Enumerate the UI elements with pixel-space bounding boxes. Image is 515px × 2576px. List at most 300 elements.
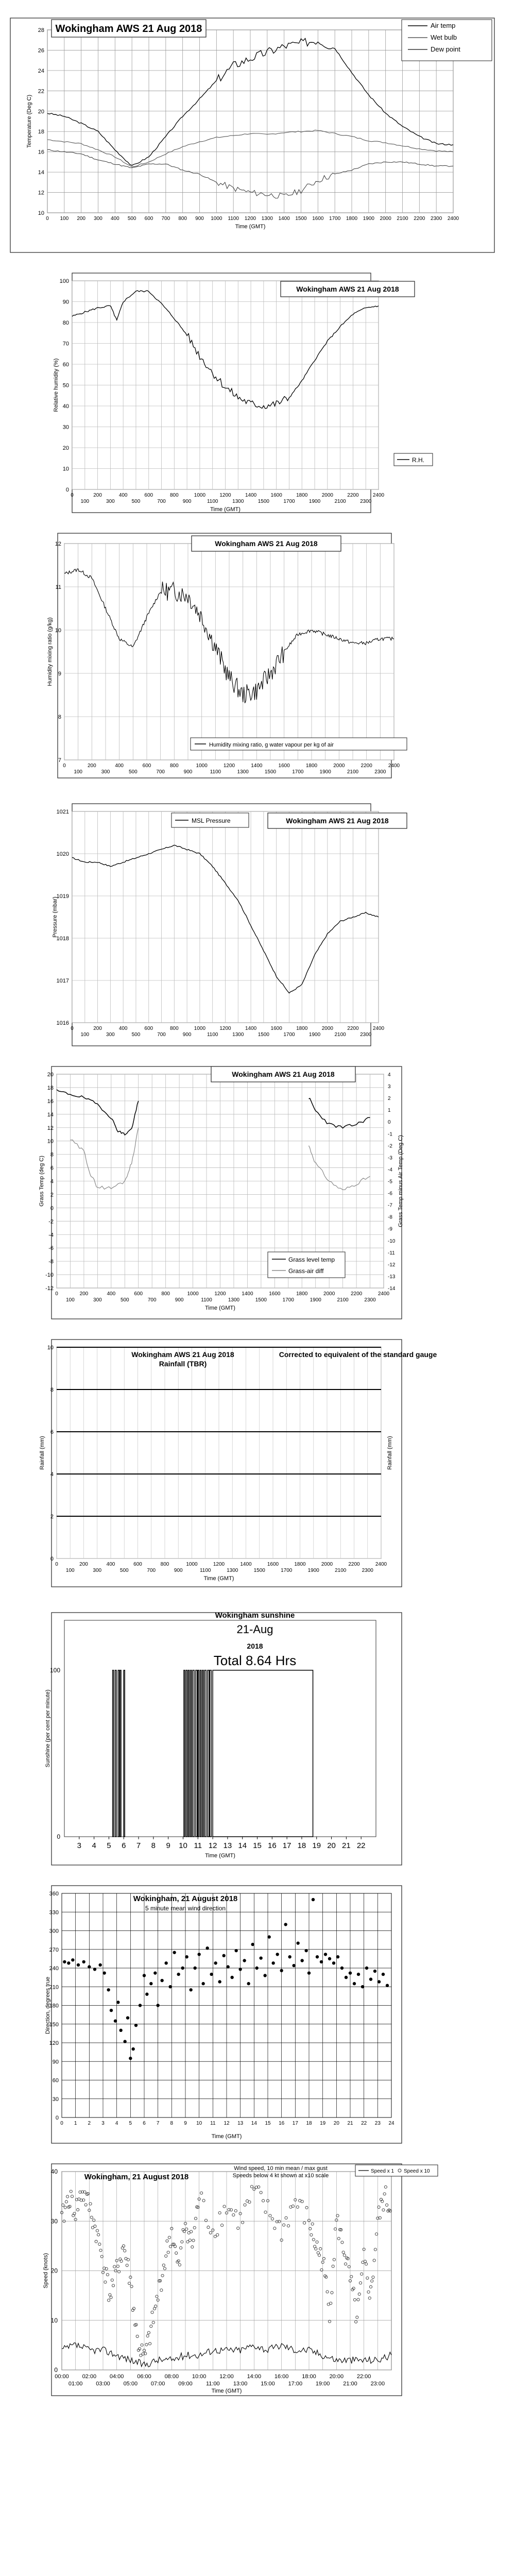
x-tick-label: 13 bbox=[223, 1841, 232, 1850]
x-tick-label: 10 bbox=[179, 1841, 187, 1850]
x-tick-label: 100 bbox=[80, 1032, 90, 1038]
x-tick-label: 1900 bbox=[363, 216, 374, 222]
x-tick-label: 700 bbox=[147, 1568, 156, 1573]
chart-subtitle: Rainfall (TBR) bbox=[159, 1360, 207, 1368]
wind-direction-point bbox=[177, 1973, 180, 1976]
wind-direction-point bbox=[131, 2047, 134, 2050]
x-tick-label: 600 bbox=[134, 1291, 143, 1297]
x-tick-label: 11:00 bbox=[205, 2381, 220, 2387]
x-tick-label: 2200 bbox=[350, 1291, 363, 1297]
wind-direction-point bbox=[181, 1967, 184, 1970]
x-tick-label: 2100 bbox=[334, 1032, 346, 1038]
x-tick-label: 22 bbox=[356, 1841, 366, 1850]
chart-title: Wokingham AWS 21 Aug 2018 bbox=[232, 1070, 335, 1078]
x-tick-label: 700 bbox=[157, 499, 166, 504]
y-axis-label: Relative humidity (%) bbox=[53, 358, 59, 412]
rainfall-chart bbox=[0, 1334, 515, 1597]
wind-direction-point bbox=[304, 1949, 307, 1952]
x-tick-label: 100 bbox=[60, 216, 69, 222]
y-tick-label: 12 bbox=[55, 541, 61, 547]
x-tick-label: 7 bbox=[136, 1841, 141, 1850]
wind-direction-point bbox=[129, 2057, 132, 2060]
x-tick-label: 600 bbox=[133, 1562, 142, 1567]
x-tick-label: 1500 bbox=[258, 1032, 269, 1038]
y-tick-label: 0 bbox=[54, 2366, 58, 2374]
x-tick-label: 9 bbox=[184, 2121, 187, 2126]
x-tick-label: 600 bbox=[144, 493, 153, 498]
y-tick-label: 90 bbox=[62, 299, 69, 306]
x-tick-label: 21:00 bbox=[343, 2381, 357, 2387]
x-tick-label: 2000 bbox=[323, 1291, 335, 1297]
y-tick-label: 180 bbox=[49, 2003, 59, 2009]
wind-direction-point bbox=[67, 1961, 70, 1964]
wind-direction-point bbox=[218, 1980, 221, 1983]
x-tick-label: 900 bbox=[183, 769, 193, 775]
x-tick-label: 600 bbox=[142, 763, 151, 769]
chart-title: Wokingham AWS 21 Aug 2018 bbox=[55, 23, 202, 35]
y-tick-label: 60 bbox=[52, 2077, 59, 2084]
wind-direction-point bbox=[284, 1923, 287, 1926]
x-axis-label: Time (GMT) bbox=[235, 224, 266, 230]
wind-direction-point bbox=[116, 2001, 119, 2004]
wind-direction-chart bbox=[0, 1880, 515, 2154]
wind-direction-point bbox=[349, 1971, 352, 1974]
wind-direction-point bbox=[139, 2004, 142, 2007]
x-tick-label: 1300 bbox=[237, 769, 249, 775]
wind-direction-point bbox=[123, 2040, 126, 2043]
x-tick-label: 800 bbox=[169, 493, 179, 498]
x-tick-label: 1800 bbox=[305, 763, 318, 769]
chart-title: Wokingham sunshine bbox=[215, 1611, 295, 1620]
wind-direction-point bbox=[353, 1982, 356, 1985]
x-tick-label: 19 bbox=[312, 1841, 321, 1850]
y-tick-label: 1020 bbox=[56, 851, 69, 857]
wind-direction-point bbox=[296, 1941, 299, 1944]
y-tick-label: 30 bbox=[52, 2096, 59, 2103]
x-tick-label: 1000 bbox=[211, 216, 222, 222]
x-tick-label: 1100 bbox=[228, 216, 239, 222]
x-axis-label: Time (GMT) bbox=[211, 2388, 242, 2394]
x-tick-label: 0 bbox=[55, 1291, 58, 1297]
legend-label: Dew point bbox=[431, 45, 460, 53]
x-tick-label: 800 bbox=[161, 1291, 170, 1297]
y-tick-label: 4 bbox=[50, 1178, 54, 1185]
y-tick-label: 30 bbox=[50, 2217, 58, 2225]
x-tick-label: 1400 bbox=[245, 493, 257, 498]
sunshine-chart bbox=[0, 1607, 515, 1875]
legend-label: Speed x 1 bbox=[371, 2168, 394, 2174]
x-tick-label: 15:00 bbox=[261, 2381, 275, 2387]
x-tick-label: 2300 bbox=[374, 769, 386, 775]
y-tick-label: 14 bbox=[38, 170, 44, 176]
x-tick-label: 300 bbox=[93, 1568, 102, 1573]
x-tick-label: 900 bbox=[182, 1032, 192, 1038]
y-tick-label: 150 bbox=[49, 2021, 59, 2028]
y-tick-label: 120 bbox=[49, 2040, 59, 2046]
x-tick-label: 1100 bbox=[199, 1568, 211, 1573]
x-tick-label: 2100 bbox=[334, 499, 346, 504]
x-tick-label: 1200 bbox=[214, 1291, 226, 1297]
legend-label: Air temp bbox=[431, 22, 456, 29]
wind-direction-point bbox=[251, 1943, 254, 1946]
wind-direction-point bbox=[340, 1967, 344, 1970]
y-tick-label: 6 bbox=[50, 1165, 54, 1172]
y-tick-label: -6 bbox=[48, 1245, 54, 1252]
chart-legend bbox=[191, 738, 407, 750]
x-tick-label: 1800 bbox=[296, 493, 308, 498]
x-tick-label: 22 bbox=[361, 2121, 367, 2126]
x-tick-label: 500 bbox=[127, 216, 136, 222]
y-tick-label: 8 bbox=[58, 714, 61, 720]
wind-direction-point bbox=[307, 1971, 311, 1974]
x-tick-label: 00:00 bbox=[55, 2374, 69, 2380]
y-tick-label: 18 bbox=[38, 129, 44, 135]
wind-direction-point bbox=[119, 2029, 122, 2032]
chart-title: Wokingham AWS 21 Aug 2018 bbox=[286, 816, 389, 825]
x-tick-label: 1200 bbox=[223, 763, 235, 769]
x-tick-label: 18:00 bbox=[302, 2374, 316, 2380]
x-tick-label: 19:00 bbox=[315, 2381, 330, 2387]
x-tick-label: 1600 bbox=[270, 493, 282, 498]
x-tick-label: 300 bbox=[93, 1297, 102, 1303]
x-tick-label: 1000 bbox=[194, 493, 206, 498]
x-tick-label: 18 bbox=[297, 1841, 306, 1850]
wind-direction-point bbox=[102, 1971, 106, 1974]
wind-direction-point bbox=[292, 1964, 295, 1967]
x-tick-label: 2200 bbox=[347, 1026, 359, 1031]
y-tick-label: -12 bbox=[45, 1285, 54, 1292]
wind-direction-point bbox=[145, 1993, 148, 1996]
y2-tick-label: -6 bbox=[388, 1191, 392, 1197]
x-tick-label: 1700 bbox=[283, 1032, 295, 1038]
y-tick-label: 14 bbox=[47, 1111, 54, 1118]
x-tick-label: 200 bbox=[87, 763, 96, 769]
y2-tick-label: -11 bbox=[388, 1250, 395, 1256]
wind-direction-point bbox=[173, 1951, 176, 1954]
y2-tick-label: 4 bbox=[388, 1072, 391, 1078]
wind-direction-point bbox=[238, 1968, 242, 1971]
x-tick-label: 13 bbox=[237, 2121, 244, 2126]
wind-direction-point bbox=[345, 1976, 348, 1979]
wind-direction-point bbox=[88, 1965, 91, 1968]
wind-direction-point bbox=[71, 1958, 74, 1961]
x-tick-label: 14 bbox=[238, 1841, 247, 1850]
wind-direction-point bbox=[226, 1965, 229, 1968]
x-tick-label: 3 bbox=[101, 2121, 105, 2126]
chart-subtitle: Wind speed, 10 min mean / max gust bbox=[234, 2165, 328, 2172]
y-tick-label: 22 bbox=[38, 88, 44, 95]
x-tick-label: 1100 bbox=[210, 769, 221, 775]
wind-direction-point bbox=[288, 1955, 291, 1958]
x-tick-label: 1600 bbox=[278, 763, 290, 769]
x-tick-label: 800 bbox=[160, 1562, 169, 1567]
y2-tick-label: -3 bbox=[388, 1155, 392, 1161]
x-tick-label: 2400 bbox=[388, 763, 400, 769]
x-tick-label: 1 bbox=[74, 2121, 77, 2126]
y-tick-label: 0 bbox=[50, 1556, 54, 1562]
x-tick-label: 02:00 bbox=[82, 2374, 97, 2380]
wind-direction-point bbox=[357, 1973, 360, 1976]
x-tick-label: 20 bbox=[327, 1841, 336, 1850]
y-tick-label: 1021 bbox=[56, 809, 69, 815]
x-tick-label: 0 bbox=[60, 2121, 63, 2126]
x-tick-label: 2100 bbox=[335, 1568, 347, 1573]
y2-tick-label: -4 bbox=[388, 1167, 392, 1173]
wind-direction-point bbox=[373, 1970, 376, 1973]
wind-direction-point bbox=[324, 1953, 327, 1956]
x-tick-label: 2400 bbox=[372, 493, 385, 498]
wind-direction-point bbox=[263, 1974, 266, 1977]
x-tick-label: 2300 bbox=[364, 1297, 376, 1303]
msl-pressure-chart bbox=[0, 799, 515, 1056]
x-tick-label: 7 bbox=[156, 2121, 160, 2126]
y-tick-label: 100 bbox=[49, 1666, 60, 1674]
x-tick-label: 900 bbox=[182, 499, 192, 504]
wind-direction-point bbox=[126, 2016, 129, 2019]
chart-frame bbox=[52, 1066, 402, 1319]
x-tick-label: 200 bbox=[77, 216, 86, 222]
y-tick-label: 12 bbox=[38, 190, 44, 196]
x-tick-label: 1900 bbox=[307, 1568, 319, 1573]
y-tick-label: 270 bbox=[49, 1946, 59, 1953]
x-tick-label: 1400 bbox=[242, 1291, 253, 1297]
x-tick-label: 100 bbox=[80, 499, 90, 504]
x-tick-label: 1500 bbox=[255, 1297, 267, 1303]
y-tick-label: 2 bbox=[50, 1192, 54, 1198]
x-tick-label: 600 bbox=[144, 216, 153, 222]
x-tick-label: 1700 bbox=[329, 216, 341, 222]
x-tick-label: 20:00 bbox=[329, 2374, 344, 2380]
x-tick-label: 0 bbox=[46, 216, 49, 222]
x-tick-label: 9 bbox=[166, 1841, 170, 1850]
x-tick-label: 2000 bbox=[321, 1026, 333, 1031]
x-tick-label: 500 bbox=[119, 1568, 129, 1573]
y-tick-label: 10 bbox=[47, 1138, 54, 1145]
x-tick-label: 14 bbox=[251, 2121, 257, 2126]
x-axis-label: Time (GMT) bbox=[205, 1853, 235, 1859]
wind-direction-point bbox=[107, 1988, 110, 1991]
y-axis-label: Temperature (Deg C) bbox=[26, 94, 32, 148]
y2-tick-label: 0 bbox=[388, 1120, 391, 1126]
x-tick-label: 21 bbox=[342, 1841, 351, 1850]
x-tick-label: 400 bbox=[107, 1291, 116, 1297]
x-tick-label: 2300 bbox=[360, 1032, 372, 1038]
wind-direction-point bbox=[153, 1971, 157, 1974]
y2-tick-label: 1 bbox=[388, 1108, 391, 1114]
x-tick-label: 1900 bbox=[319, 769, 331, 775]
x-tick-label: 1000 bbox=[196, 763, 208, 769]
x-tick-label: 16 bbox=[279, 2121, 285, 2126]
wind-direction-point bbox=[214, 1961, 217, 1964]
x-tick-label: 100 bbox=[66, 1297, 75, 1303]
x-tick-label: 2400 bbox=[447, 216, 459, 222]
y2-tick-label: -14 bbox=[388, 1286, 396, 1292]
y2-tick-label: -9 bbox=[388, 1226, 392, 1232]
y-axis-label: Speed (knots) bbox=[43, 2253, 49, 2289]
x-tick-label: 400 bbox=[110, 216, 119, 222]
x-tick-label: 2 bbox=[88, 2121, 91, 2126]
y-tick-label: 360 bbox=[49, 1891, 59, 1897]
x-tick-label: 400 bbox=[118, 1026, 128, 1031]
x-axis-label: Time (GMT) bbox=[203, 1575, 234, 1582]
x-tick-label: 1000 bbox=[186, 1562, 198, 1567]
y-tick-label: 90 bbox=[52, 2059, 59, 2065]
chart-title: Wokingham AWS 21 Aug 2018 bbox=[131, 1350, 234, 1359]
y-tick-label: 10 bbox=[47, 1345, 54, 1351]
x-tick-label: 03:00 bbox=[96, 2381, 110, 2387]
x-tick-label: 18 bbox=[306, 2121, 312, 2126]
wind-direction-point bbox=[316, 1955, 319, 1958]
wind-direction-point bbox=[134, 2024, 138, 2027]
x-tick-label: 22:00 bbox=[356, 2374, 371, 2380]
wind-direction-point bbox=[210, 1973, 213, 1976]
y-tick-label: 11 bbox=[55, 584, 61, 590]
y2-tick-label: -13 bbox=[388, 1274, 396, 1280]
x-tick-label: 10 bbox=[196, 2121, 202, 2126]
x-tick-label: 05:00 bbox=[123, 2381, 138, 2387]
x-tick-label: 200 bbox=[93, 1026, 102, 1031]
x-tick-label: 2300 bbox=[362, 1568, 373, 1573]
chart-legend bbox=[355, 2165, 438, 2176]
x-tick-label: 2200 bbox=[348, 1562, 360, 1567]
y-tick-label: 80 bbox=[62, 320, 69, 326]
y-tick-label: 240 bbox=[49, 1965, 59, 1972]
x-tick-label: 8 bbox=[151, 1841, 156, 1850]
x-tick-label: 500 bbox=[131, 499, 141, 504]
y2-tick-label: -8 bbox=[388, 1214, 392, 1221]
x-tick-label: 1500 bbox=[253, 1568, 265, 1573]
relative-humidity-chart bbox=[0, 268, 515, 520]
x-tick-label: 17:00 bbox=[288, 2381, 303, 2387]
y-tick-label: 70 bbox=[62, 341, 69, 347]
x-tick-label: 15 bbox=[265, 2121, 271, 2126]
x-tick-label: 1600 bbox=[270, 1026, 282, 1031]
y-axis-label: Pressure (mbar) bbox=[52, 896, 58, 938]
x-tick-label: 300 bbox=[94, 216, 102, 222]
x-tick-label: 6 bbox=[143, 2121, 146, 2126]
x-tick-label: 1400 bbox=[245, 1026, 257, 1031]
x-tick-label: 900 bbox=[195, 216, 204, 222]
legend-label: R.H. bbox=[412, 456, 424, 464]
x-tick-label: 900 bbox=[175, 1297, 184, 1303]
y-tick-label: 210 bbox=[49, 1984, 59, 1991]
y-tick-label: 24 bbox=[38, 67, 44, 74]
y-tick-label: 0 bbox=[57, 1833, 60, 1840]
x-tick-label: 1500 bbox=[295, 216, 307, 222]
x-tick-label: 1800 bbox=[294, 1562, 306, 1567]
x-tick-label: 1900 bbox=[310, 1297, 321, 1303]
wind-direction-point bbox=[193, 1967, 196, 1970]
x-tick-label: 400 bbox=[118, 493, 128, 498]
wind-direction-point bbox=[328, 1957, 331, 1960]
x-tick-label: 600 bbox=[144, 1026, 153, 1031]
wind-direction-point bbox=[149, 1982, 152, 1985]
y-tick-label: 8 bbox=[50, 1387, 54, 1393]
chart-legend bbox=[402, 20, 492, 61]
x-tick-label: 1900 bbox=[308, 499, 321, 504]
legend-label: Grass level temp bbox=[288, 1256, 335, 1263]
x-tick-label: 2400 bbox=[375, 1562, 387, 1567]
wind-direction-point bbox=[386, 1984, 389, 1987]
x-tick-label: 900 bbox=[174, 1568, 183, 1573]
x-tick-label: 2200 bbox=[414, 216, 425, 222]
x-axis-label: Time (GMT) bbox=[205, 1305, 235, 1311]
x-tick-label: 0 bbox=[55, 1562, 58, 1567]
y2-tick-label: -2 bbox=[388, 1143, 392, 1149]
y-tick-label: 20 bbox=[50, 2267, 58, 2275]
x-tick-label: 08:00 bbox=[164, 2374, 179, 2380]
x-tick-label: 24 bbox=[388, 2121, 394, 2126]
x-tick-label: 20 bbox=[333, 2121, 339, 2126]
x-tick-label: 14:00 bbox=[247, 2374, 262, 2380]
x-tick-label: 0 bbox=[71, 1026, 74, 1031]
x-tick-label: 800 bbox=[169, 763, 179, 769]
y-tick-label: 1018 bbox=[56, 936, 69, 942]
y-tick-label: 20 bbox=[38, 108, 44, 115]
legend-label: Grass-air diff bbox=[288, 1267, 324, 1275]
chart-year: 2018 bbox=[247, 1642, 263, 1650]
x-tick-label: 2200 bbox=[360, 763, 372, 769]
wind-direction-point bbox=[377, 1980, 381, 1983]
x-tick-label: 700 bbox=[157, 1032, 166, 1038]
y-tick-label: 9 bbox=[58, 671, 61, 677]
x-tick-label: 1200 bbox=[244, 216, 256, 222]
y-axis-label: Rainfall (mm) bbox=[39, 1436, 45, 1470]
chart-subtitle-2: Speeds below 4 kt shown at x10 scale bbox=[232, 2173, 329, 2179]
wind-direction-point bbox=[312, 1898, 315, 1901]
x-tick-label: 15 bbox=[253, 1841, 262, 1850]
x-tick-label: 1000 bbox=[194, 1026, 206, 1031]
y-tick-label: 0 bbox=[55, 2115, 59, 2121]
x-tick-label: 17 bbox=[292, 2121, 298, 2126]
chart-legend bbox=[394, 453, 433, 466]
x-tick-label: 1600 bbox=[269, 1291, 281, 1297]
x-tick-label: 1800 bbox=[296, 1026, 308, 1031]
chart-date: 21-Aug bbox=[236, 1623, 273, 1636]
wind-direction-point bbox=[63, 1960, 66, 1963]
y2-tick-label: -10 bbox=[388, 1238, 396, 1244]
y-tick-label: 10 bbox=[38, 210, 44, 216]
x-tick-label: 1700 bbox=[281, 1568, 293, 1573]
y-tick-label: 10 bbox=[62, 466, 69, 472]
x-tick-label: 200 bbox=[79, 1562, 88, 1567]
wind-direction-point bbox=[369, 1978, 372, 1981]
y-tick-label: 16 bbox=[38, 149, 44, 156]
x-tick-label: 6 bbox=[122, 1841, 126, 1850]
x-tick-label: 06:00 bbox=[137, 2374, 151, 2380]
temperature-chart bbox=[0, 15, 515, 268]
wind-direction-point bbox=[189, 1988, 192, 1991]
x-tick-label: 2400 bbox=[372, 1026, 385, 1031]
y-tick-label: 330 bbox=[49, 1909, 59, 1916]
x-tick-label: 17 bbox=[282, 1841, 291, 1850]
y-tick-label: -4 bbox=[48, 1232, 54, 1239]
x-tick-label: 1800 bbox=[296, 1291, 308, 1297]
x-tick-label: 12 bbox=[208, 1841, 217, 1850]
y-axis-label: Sunshine (per cent per minute) bbox=[45, 1689, 51, 1768]
y2-tick-label: 3 bbox=[388, 1084, 391, 1090]
legend-label: Speed x 10 bbox=[404, 2168, 430, 2174]
x-tick-label: 1300 bbox=[232, 1032, 244, 1038]
y-axis-label: Grass Temp (deg C) bbox=[39, 1156, 45, 1207]
y-axis-label: Humidity mixing ratio (g/kg) bbox=[47, 617, 53, 686]
x-tick-label: 09:00 bbox=[178, 2381, 193, 2387]
wind-direction-point bbox=[276, 1953, 279, 1956]
chart-subtitle: 5 minute mean wind direction bbox=[145, 1905, 226, 1912]
x-tick-label: 01:00 bbox=[68, 2381, 83, 2387]
y-axis-label: Grass Temp minus Air Temp (Deg C) bbox=[398, 1135, 404, 1227]
x-tick-label: 400 bbox=[106, 1562, 115, 1567]
